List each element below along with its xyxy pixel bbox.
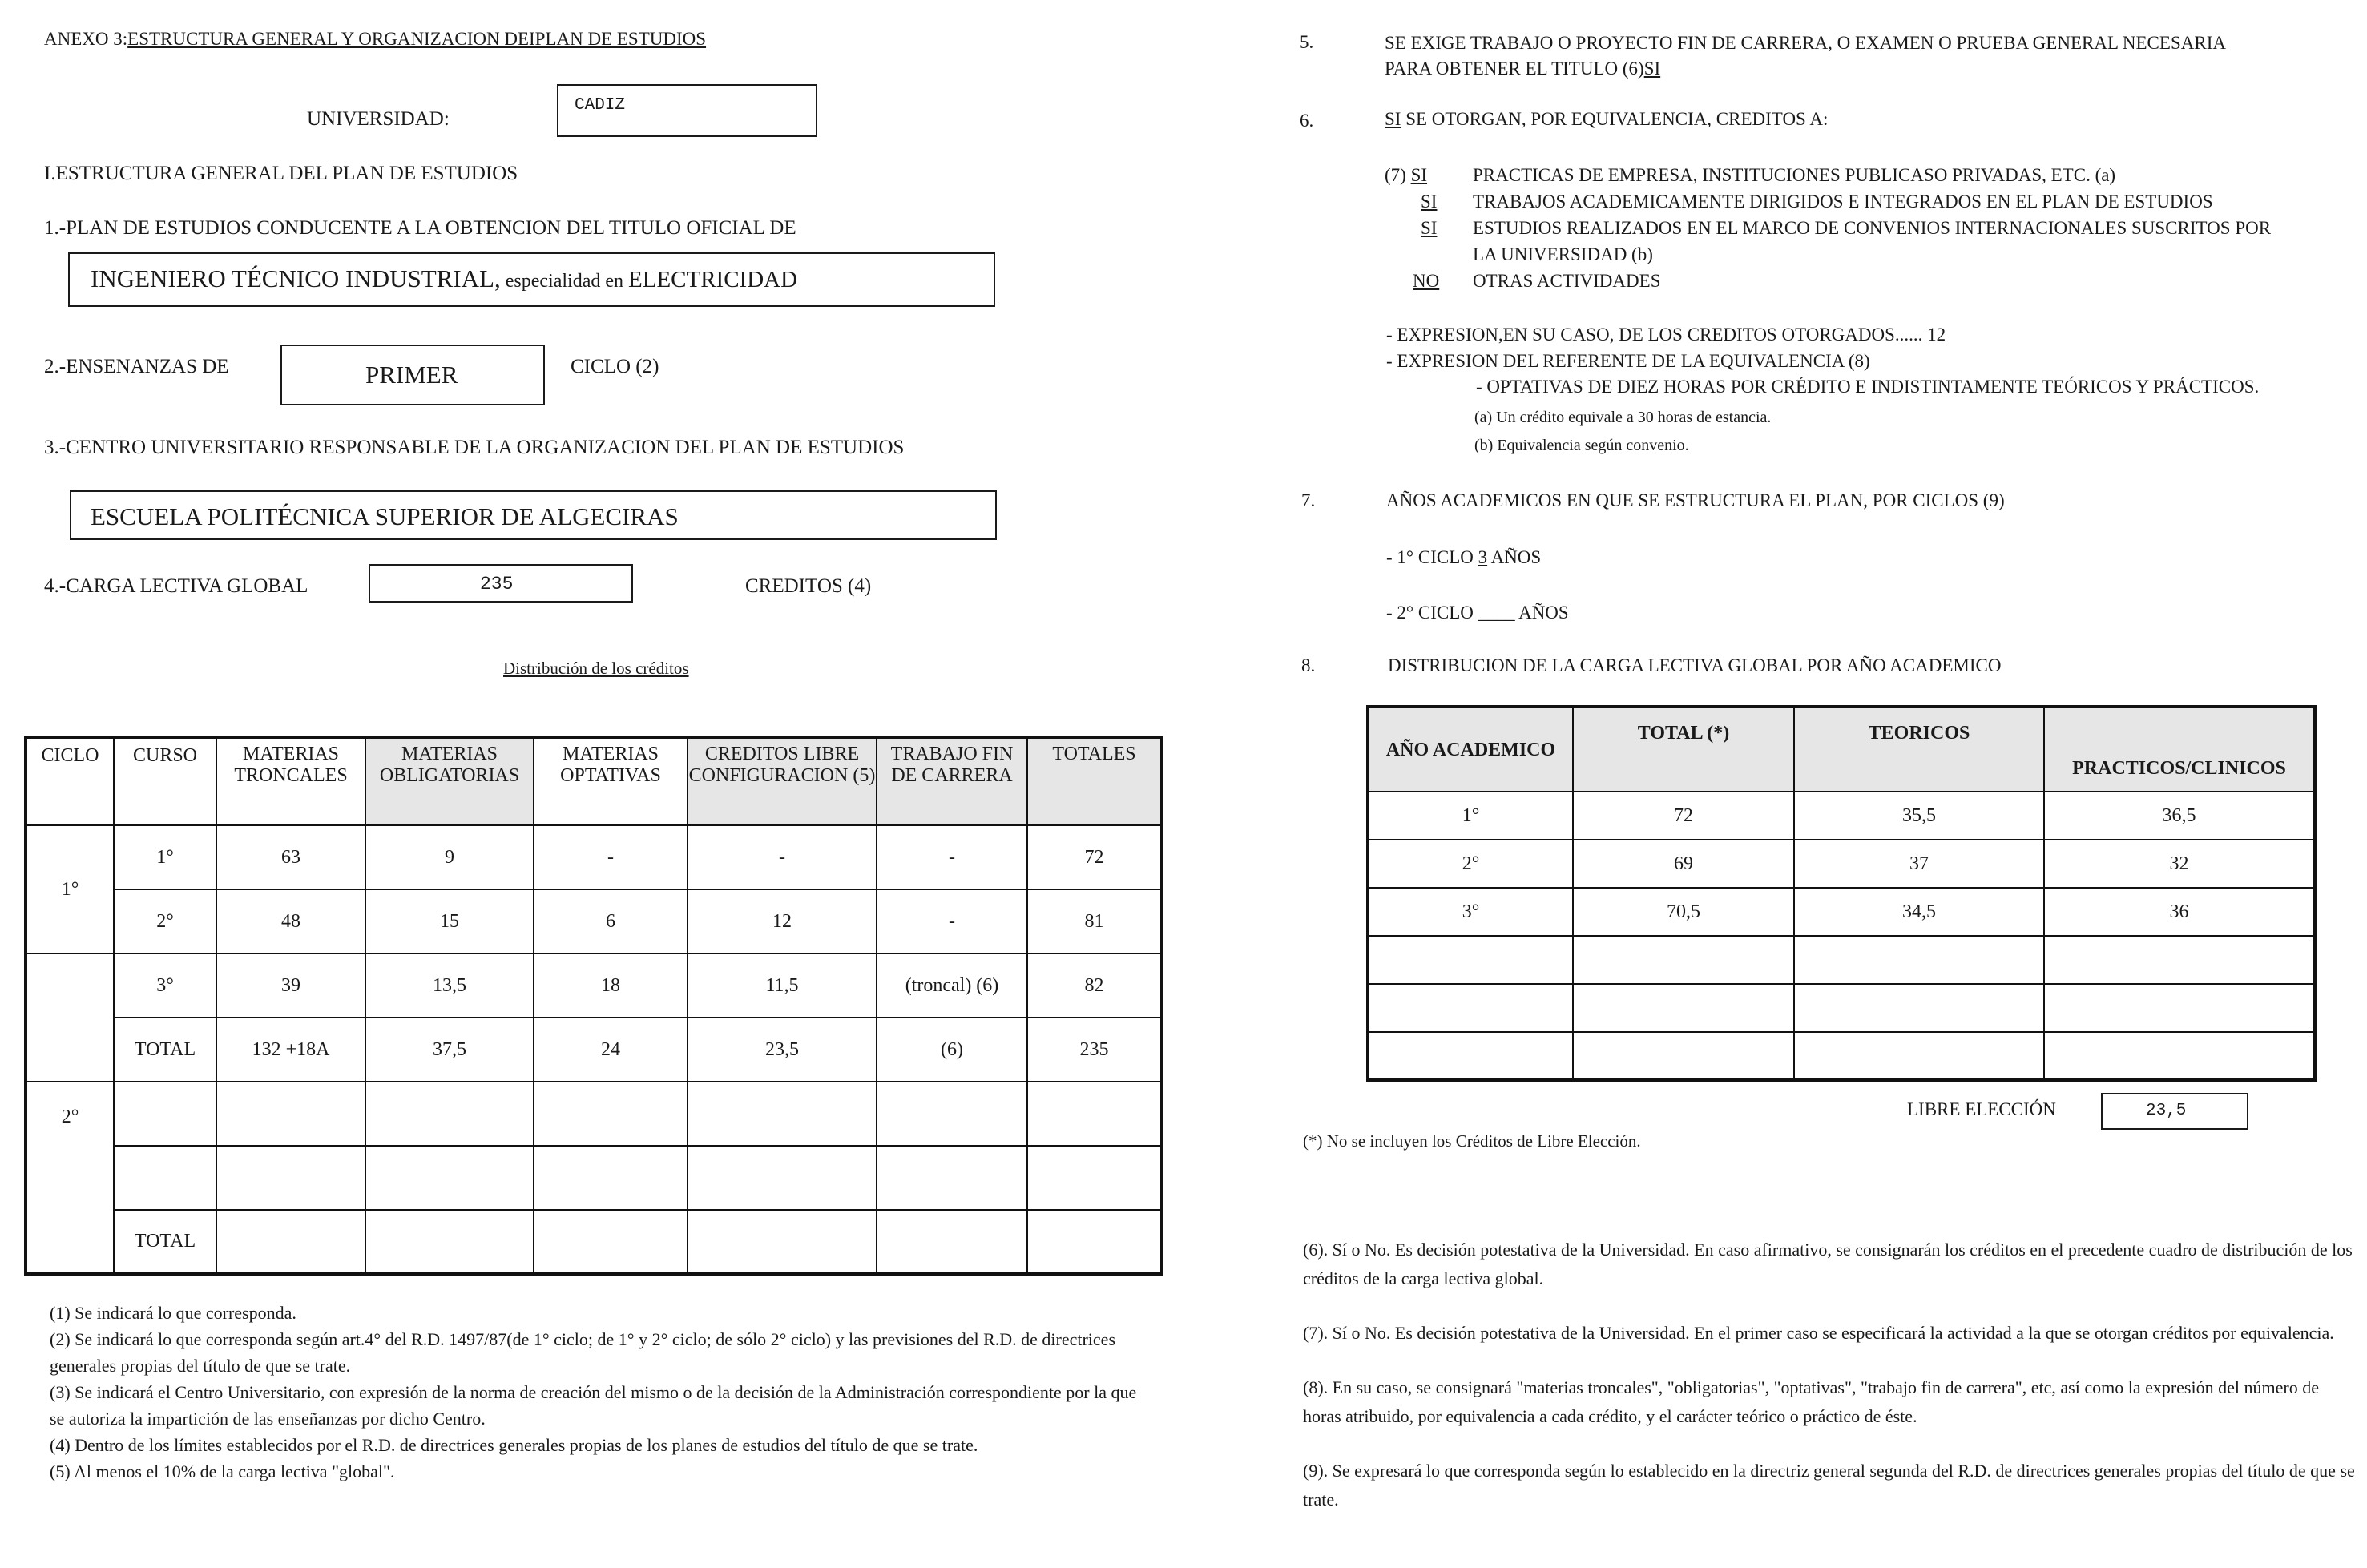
table-cell [2044, 936, 2315, 984]
equivalence-note-ref: (7) [1385, 165, 1411, 185]
annual-row-empty [1368, 936, 2315, 984]
table-cell [688, 1146, 877, 1210]
right-notes [1303, 1235, 2357, 1514]
equivalence-mark [1385, 268, 1473, 294]
annual-row-3 [1368, 888, 2315, 936]
section-2-label: 2.-ENSENANZAS DE [44, 356, 229, 377]
equivalence-item-2 [1385, 188, 2271, 215]
titulo-connector: especialidad en [500, 271, 629, 292]
equivalence-text: LA UNIVERSIDAD (b) [1473, 244, 1653, 264]
carga-field [369, 564, 633, 603]
annex-title [44, 29, 706, 50]
table-cell [688, 1082, 877, 1146]
section-I-heading: I.ESTRUCTURA GENERAL DEL PLAN DE ESTUDIOS [44, 163, 518, 184]
ciclo-2-cell: 2° [26, 1082, 114, 1274]
table-cell: 72 [1573, 792, 1794, 840]
annual-header-row [1368, 707, 2315, 792]
section-4-suffix: CREDITOS (4) [745, 575, 872, 597]
table-cell: 1° [1368, 792, 1573, 840]
item-8-text: DISTRIBUCION DE LA CARGA LECTIVA GLOBAL POR AÑO ACADEMICO [1388, 655, 2002, 675]
annual-row-2 [1368, 840, 2315, 888]
annual-row-empty [1368, 984, 2315, 1032]
table-cell: 13,5 [365, 953, 534, 1018]
table-cell: 3° [114, 953, 216, 1018]
table-cell: 15 [365, 889, 534, 953]
table-cell [877, 1082, 1027, 1146]
table-cell [877, 1210, 1027, 1274]
right-note-8: (8). En su caso, se consignará "materias troncales", "obligatorias", "optativas", "trabajo fin de carrera", etc, así como la expresión del número de horas atribuido, por equivalencia a cada crédito, y el carácter teórico o práctico de éste. [1303, 1377, 2319, 1426]
equivalence-item-1 [1385, 162, 2271, 188]
table-cell [1573, 984, 1794, 1032]
titulo-specialty: ELECTRICIDAD [628, 267, 798, 292]
ciclo-2-years-prefix: - 2° CICLO [1386, 603, 1478, 623]
equivalence-answer: SI [1421, 191, 1438, 212]
table-cell [216, 1210, 365, 1274]
universidad-value: CADIZ [575, 96, 626, 115]
table-cell: 36 [2044, 888, 2315, 936]
table-cell [2044, 984, 2315, 1032]
table-cell [2044, 1032, 2315, 1080]
table-cell [1573, 936, 1794, 984]
credits-row-3 [26, 953, 1162, 1018]
expression-optativas: - OPTATIVAS DE DIEZ HORAS POR CRÉDITO E INDISTINTAMENTE TEÓRICOS Y PRÁCTICOS. [1476, 377, 2260, 397]
table-cell [688, 1210, 877, 1274]
table-cell: 36,5 [2044, 792, 2315, 840]
annual-row-1 [1368, 792, 2315, 840]
section-2-suffix: CICLO (2) [571, 356, 659, 377]
table-cell: - [877, 889, 1027, 953]
table-cell: 6 [534, 889, 688, 953]
table-cell: 9 [365, 825, 534, 889]
table-cell: 35,5 [1794, 792, 2044, 840]
equivalence-answer: SI [1421, 218, 1438, 238]
equivalence-mark [1385, 188, 1473, 215]
right-note-6: (6). Sí o No. Es decisión potestativa de la Universidad. En caso afirmativo, se consignarán los créditos en el precedente cuadro de distribución de los créditos de la carga lectiva global. [1303, 1239, 2353, 1288]
ciclo-1-years [1386, 547, 1541, 568]
table-cell [534, 1146, 688, 1210]
col-libre-config-header: CREDITOS LIBRE CONFIGURACION (5) [688, 737, 877, 825]
table-cell: 48 [216, 889, 365, 953]
col-teoricos-header: TEORICOS [1794, 707, 2044, 792]
table-cell [114, 1082, 216, 1146]
table-cell [1368, 984, 1573, 1032]
table-cell: 70,5 [1573, 888, 1794, 936]
ciclo-value: PRIMER [365, 361, 458, 389]
expression-credits: - EXPRESION,EN SU CASO, DE LOS CREDITOS OTORGADOS...... 12 [1386, 324, 1946, 345]
footnote-2: (2) Se indicará lo que corresponda según art.4° del R.D. 1497/87(de 1° ciclo; de 1° y 2° ciclo; de sólo 2° ciclo) y las previsiones del R.D. de directrices generales propias del título de que se trate. [50, 1329, 1116, 1376]
table-cell: 2° [114, 889, 216, 953]
table-cell: 18 [534, 953, 688, 1018]
equivalence-text: PRACTICAS DE EMPRESA, INSTITUCIONES PUBLICASO PRIVADAS, ETC. (a) [1473, 165, 2116, 185]
table-cell: 11,5 [688, 953, 877, 1018]
ciclo-field [280, 345, 545, 405]
table-cell: 32 [2044, 840, 2315, 888]
equivalence-answer: SI [1410, 165, 1428, 185]
table-cell [1794, 936, 2044, 984]
item-7-number: 7. [1301, 490, 1316, 510]
ciclo-1-years-prefix: - 1° CICLO [1386, 547, 1478, 567]
section-1-heading: 1.-PLAN DE ESTUDIOS CONDUCENTE A LA OBTENCION DEL TITULO OFICIAL DE [44, 217, 796, 239]
table-cell [216, 1082, 365, 1146]
table-cell [1794, 984, 2044, 1032]
table-cell [1027, 1082, 1162, 1146]
libre-eleccion-label: LIBRE ELECCIÓN [1907, 1099, 2056, 1119]
footnote-5: (5) Al menos el 10% de la carga lectiva "global". [50, 1461, 395, 1481]
col-totales-header: TOTALES [1027, 737, 1162, 825]
table-cell [534, 1082, 688, 1146]
asterisk-note: (*) No se incluyen los Créditos de Libre Elección. [1303, 1131, 1641, 1151]
col-optativas-header: MATERIAS OPTATIVAS [534, 737, 688, 825]
credits-total-row-1 [26, 1018, 1162, 1082]
table-cell: 24 [534, 1018, 688, 1082]
table-cell: 34,5 [1794, 888, 2044, 936]
annual-row-empty [1368, 1032, 2315, 1080]
table-cell: 3° [1368, 888, 1573, 936]
table-cell: 12 [688, 889, 877, 953]
equivalence-text: OTRAS ACTIVIDADES [1473, 271, 1661, 291]
centro-value: ESCUELA POLITÉCNICA SUPERIOR DE ALGECIRAS [91, 502, 679, 530]
table-cell [1573, 1032, 1794, 1080]
table-cell [365, 1146, 534, 1210]
item-5-line-1: SE EXIGE TRABAJO O PROYECTO FIN DE CARRERA, O EXAMEN O PRUEBA GENERAL NECESARIA [1385, 33, 2226, 53]
col-troncales-header: MATERIAS TRONCALES [216, 737, 365, 825]
table-cell: 37 [1794, 840, 2044, 888]
footnote-1: (1) Se indicará lo que corresponda. [50, 1303, 296, 1323]
table-cell: 39 [216, 953, 365, 1018]
footnote-3: (3) Se indicará el Centro Universitario, con expresión de la norma de creación del mismo o de la decisión de la Administración correspondiente por la que se autoriza la impartición de las enseñanzas por dicho Centro. [50, 1382, 1137, 1429]
table-cell [1368, 936, 1573, 984]
carga-value: 235 [480, 574, 514, 595]
titulo-field [68, 252, 995, 307]
libre-eleccion-field [2101, 1093, 2248, 1130]
table-cell [114, 1146, 216, 1210]
col-total-header: TOTAL (*) [1573, 707, 1794, 792]
table-cell: 82 [1027, 953, 1162, 1018]
equivalence-text: TRABAJOS ACADEMICAMENTE DIRIGIDOS E INTEGRADOS EN EL PLAN DE ESTUDIOS [1473, 191, 2213, 212]
table-cell: 2° [1368, 840, 1573, 888]
table-cell: 72 [1027, 825, 1162, 889]
table-cell: 69 [1573, 840, 1794, 888]
equivalence-mark [1385, 162, 1473, 188]
distribution-caption: Distribución de los créditos [503, 659, 689, 678]
col-ano-header: AÑO ACADEMICO [1368, 707, 1573, 792]
col-trabajo-fin-header: TRABAJO FIN DE CARRERA [877, 737, 1027, 825]
table-cell: TOTAL [114, 1210, 216, 1274]
ciclo-2-years [1386, 603, 1569, 623]
credits-header-row [26, 737, 1162, 825]
credits-table [24, 736, 1163, 1276]
table-cell [1027, 1210, 1162, 1274]
table-cell: - [534, 825, 688, 889]
item-6-text [1385, 109, 1828, 130]
titulo-value [91, 264, 797, 293]
table-cell: 81 [1027, 889, 1162, 953]
libre-eleccion-value: 23,5 [2146, 1102, 2187, 1120]
table-cell [1794, 1032, 2044, 1080]
table-cell: 132 +18A [216, 1018, 365, 1082]
table-cell: 37,5 [365, 1018, 534, 1082]
annual-load-table [1366, 705, 2317, 1082]
item-6-number: 6. [1300, 111, 1314, 131]
table-cell [365, 1210, 534, 1274]
table-cell [534, 1210, 688, 1274]
item-5-text [1385, 30, 2226, 82]
col-ciclo-header: CICLO [26, 737, 114, 825]
ciclo-1-cell: 1° [26, 825, 114, 953]
section-3-heading: 3.-CENTRO UNIVERSITARIO RESPONSABLE DE LA ORGANIZACION DEL PLAN DE ESTUDIOS [44, 437, 905, 458]
table-cell: - [877, 825, 1027, 889]
ciclo-2-years-suffix: AÑOS [1514, 603, 1569, 623]
ciclo-2-row-1 [26, 1082, 1162, 1146]
table-cell: (6) [877, 1018, 1027, 1082]
ciclo-1-years-suffix: AÑOS [1487, 547, 1542, 567]
footnote-4: (4) Dentro de los límites establecidos por el R.D. de directrices generales propias de los planes de estudios del título de que se trate. [50, 1435, 978, 1455]
table-cell [1368, 1032, 1573, 1080]
equivalence-mark [1385, 215, 1473, 241]
right-note-7: (7). Sí o No. Es decisión potestativa de la Universidad. En el primer caso se especificará la actividad a la que se otorgan créditos por equivalencia. [1303, 1323, 2334, 1343]
col-curso-header: CURSO [114, 737, 216, 825]
right-note-9: (9). Se expresará lo que corresponda según lo establecido en la directriz general segunda del R.D. de directrices generales propias del título de que se trate. [1303, 1461, 2355, 1510]
trabajo-fin-troncal-cell: (troncal) (6) [877, 953, 1027, 1018]
titulo-degree: INGENIERO TÉCNICO INDUSTRIAL, [91, 264, 501, 292]
table-cell: TOTAL [114, 1018, 216, 1082]
credits-total-row-2 [26, 1210, 1162, 1274]
equivalence-list [1385, 162, 2271, 294]
ciclo-1-cell-cont [26, 953, 114, 1018]
item-6-heading: SE OTORGAN, POR EQUIVALENCIA, CREDITOS A: [1401, 109, 1829, 129]
table-cell: 23,5 [688, 1018, 877, 1082]
equivalence-item-3 [1385, 215, 2271, 241]
left-footnotes [50, 1300, 1139, 1485]
table-cell: 235 [1027, 1018, 1162, 1082]
item-7-text: AÑOS ACADEMICOS EN QUE SE ESTRUCTURA EL PLAN, POR CICLOS (9) [1386, 490, 2005, 510]
table-cell [877, 1146, 1027, 1210]
credits-row-2 [26, 889, 1162, 953]
item-5-line-2-text: PARA OBTENER EL TITULO (6) [1385, 58, 1644, 79]
item-5-number: 5. [1300, 32, 1314, 52]
col-practicos-header: PRACTICOS/CLINICOS [2044, 707, 2315, 792]
ciclo-1-years-value: 3 [1478, 547, 1488, 567]
universidad-field [557, 84, 817, 137]
item-8-number: 8. [1301, 655, 1316, 675]
col-obligatorias-header: MATERIAS OBLIGATORIAS [365, 737, 534, 825]
equivalence-text: ESTUDIOS REALIZADOS EN EL MARCO DE CONVENIOS INTERNACIONALES SUSCRITOS POR [1473, 218, 2272, 238]
note-b: (b) Equivalencia según convenio. [1474, 437, 1689, 454]
centro-field [70, 490, 997, 540]
note-a: (a) Un crédito equivale a 30 horas de estancia. [1474, 409, 1772, 426]
table-cell: 1° [114, 825, 216, 889]
item-5-answer: SI [1643, 58, 1661, 79]
equivalence-item-4 [1385, 268, 2271, 294]
expression-referent: - EXPRESION DEL REFERENTE DE LA EQUIVALENCIA (8) [1386, 351, 1870, 371]
equivalence-answer: NO [1413, 271, 1440, 291]
item-6-answer: SI [1385, 109, 1401, 129]
section-4-label: 4.-CARGA LECTIVA GLOBAL [44, 575, 308, 597]
annex-prefix: ANEXO 3: [44, 29, 128, 49]
equivalence-item-3-cont [1385, 241, 2271, 268]
table-cell: 63 [216, 825, 365, 889]
table-cell [216, 1146, 365, 1210]
annex-title-main: ESTRUCTURA GENERAL Y ORGANIZACION DEIPLAN DE ESTUDIOS [127, 29, 707, 49]
ciclo-1-cell-end [26, 1018, 114, 1082]
ciclo-2-row-2 [26, 1146, 1162, 1210]
credits-row-1 [26, 825, 1162, 889]
table-cell [365, 1082, 534, 1146]
table-cell: - [688, 825, 877, 889]
universidad-label: UNIVERSIDAD: [307, 108, 450, 130]
ciclo-2-years-blank: ____ [1478, 603, 1515, 623]
item-5-line-2 [1385, 56, 2226, 82]
table-cell [1027, 1146, 1162, 1210]
